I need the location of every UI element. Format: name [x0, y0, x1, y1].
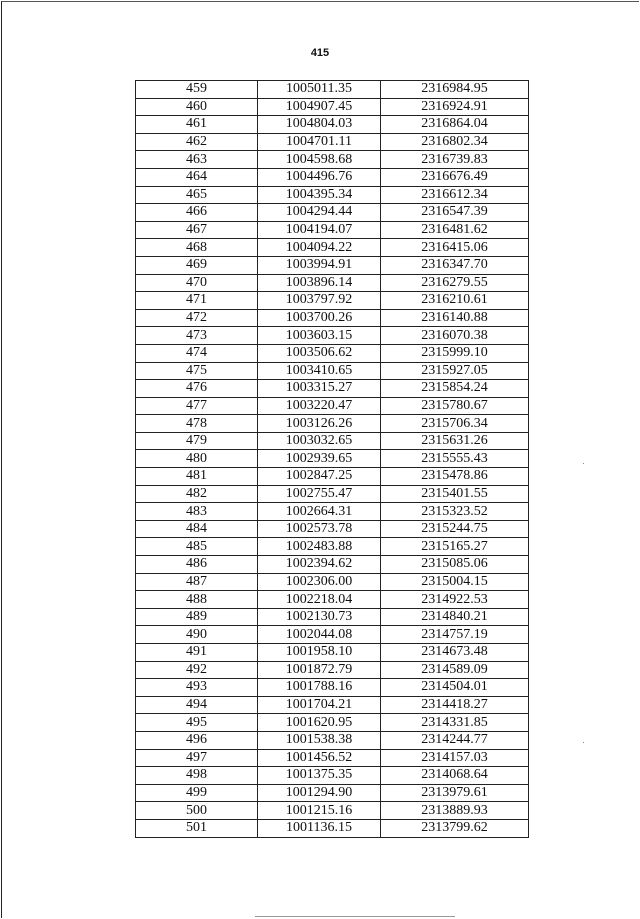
y-coordinate-cell: 2314157.03 [381, 749, 529, 767]
point-number-cell: 475 [136, 362, 258, 380]
point-number-cell: 470 [136, 274, 258, 292]
point-number-cell: 499 [136, 784, 258, 802]
point-number-cell: 472 [136, 309, 258, 327]
point-number-cell: 459 [136, 81, 258, 99]
x-coordinate-cell: 1003126.26 [258, 415, 381, 433]
x-coordinate-cell: 1002483.88 [258, 538, 381, 556]
table-row [136, 767, 529, 785]
point-number-cell: 501 [136, 819, 258, 837]
x-coordinate-cell: 1002130.73 [258, 608, 381, 626]
y-coordinate-cell: 2315927.05 [381, 362, 529, 380]
table-row [136, 591, 529, 609]
table-row [136, 344, 529, 362]
x-coordinate-cell: 1004496.76 [258, 168, 381, 186]
x-coordinate-cell: 1002218.04 [258, 591, 381, 609]
x-coordinate-cell: 1003896.14 [258, 274, 381, 292]
table-row [136, 749, 529, 767]
x-coordinate-cell: 1002755.47 [258, 485, 381, 503]
table-row [136, 432, 529, 450]
y-coordinate-cell: 2315999.10 [381, 344, 529, 362]
point-number-cell: 469 [136, 256, 258, 274]
point-number-cell: 487 [136, 573, 258, 591]
table-row [136, 802, 529, 820]
y-coordinate-cell: 2314840.21 [381, 608, 529, 626]
point-number-cell: 491 [136, 644, 258, 662]
table-row [136, 556, 529, 574]
page-number: 415 [310, 47, 330, 59]
x-coordinate-cell: 1003994.91 [258, 256, 381, 274]
x-coordinate-cell: 1002306.00 [258, 573, 381, 591]
point-number-cell: 471 [136, 292, 258, 310]
point-number-cell: 478 [136, 415, 258, 433]
point-number-cell: 473 [136, 327, 258, 345]
y-coordinate-cell: 2316676.49 [381, 168, 529, 186]
point-number-cell: 474 [136, 344, 258, 362]
point-number-cell: 481 [136, 468, 258, 486]
point-number-cell: 480 [136, 450, 258, 468]
y-coordinate-cell: 2315085.06 [381, 556, 529, 574]
y-coordinate-cell: 2314418.27 [381, 696, 529, 714]
y-coordinate-cell: 2316140.88 [381, 309, 529, 327]
table-row [136, 81, 529, 99]
x-coordinate-cell: 1002847.25 [258, 468, 381, 486]
x-coordinate-cell: 1004907.45 [258, 98, 381, 116]
point-number-cell: 484 [136, 520, 258, 538]
x-coordinate-cell: 1002939.65 [258, 450, 381, 468]
table-row [136, 696, 529, 714]
table-row [136, 221, 529, 239]
y-coordinate-cell: 2316210.61 [381, 292, 529, 310]
y-coordinate-cell: 2316864.04 [381, 116, 529, 134]
point-number-cell: 492 [136, 661, 258, 679]
x-coordinate-cell: 1001704.21 [258, 696, 381, 714]
y-coordinate-cell: 2316481.62 [381, 221, 529, 239]
table-row [136, 116, 529, 134]
point-number-cell: 494 [136, 696, 258, 714]
table-row [136, 186, 529, 204]
y-coordinate-cell: 2314244.77 [381, 731, 529, 749]
table-row [136, 168, 529, 186]
x-coordinate-cell: 1005011.35 [258, 81, 381, 99]
point-number-cell: 460 [136, 98, 258, 116]
point-number-cell: 500 [136, 802, 258, 820]
y-coordinate-cell: 2316984.95 [381, 81, 529, 99]
point-number-cell: 468 [136, 239, 258, 257]
y-coordinate-cell: 2316739.83 [381, 151, 529, 169]
scan-speck [583, 742, 584, 743]
x-coordinate-cell: 1001294.90 [258, 784, 381, 802]
x-coordinate-cell: 1002044.08 [258, 626, 381, 644]
table-row [136, 468, 529, 486]
table-row [136, 292, 529, 310]
x-coordinate-cell: 1003700.26 [258, 309, 381, 327]
x-coordinate-cell: 1003410.65 [258, 362, 381, 380]
point-number-cell: 466 [136, 204, 258, 222]
table-row [136, 151, 529, 169]
table-row [136, 626, 529, 644]
x-coordinate-cell: 1002394.62 [258, 556, 381, 574]
x-coordinate-cell: 1001375.35 [258, 767, 381, 785]
x-coordinate-cell: 1004294.44 [258, 204, 381, 222]
point-number-cell: 489 [136, 608, 258, 626]
table-row [136, 644, 529, 662]
x-coordinate-cell: 1002664.31 [258, 503, 381, 521]
point-number-cell: 465 [136, 186, 258, 204]
point-number-cell: 488 [136, 591, 258, 609]
y-coordinate-cell: 2313799.62 [381, 819, 529, 837]
x-coordinate-cell: 1004598.68 [258, 151, 381, 169]
y-coordinate-cell: 2316415.06 [381, 239, 529, 257]
table-row [136, 98, 529, 116]
y-coordinate-cell: 2315323.52 [381, 503, 529, 521]
x-coordinate-cell: 1002573.78 [258, 520, 381, 538]
point-number-cell: 464 [136, 168, 258, 186]
x-coordinate-cell: 1003315.27 [258, 380, 381, 398]
point-number-cell: 467 [136, 221, 258, 239]
table-row [136, 450, 529, 468]
y-coordinate-cell: 2315165.27 [381, 538, 529, 556]
y-coordinate-cell: 2315780.67 [381, 397, 529, 415]
y-coordinate-cell: 2315244.75 [381, 520, 529, 538]
coordinate-table [135, 80, 529, 838]
point-number-cell: 461 [136, 116, 258, 134]
table-row [136, 133, 529, 151]
table-row [136, 309, 529, 327]
table-row [136, 731, 529, 749]
table-row [136, 415, 529, 433]
point-number-cell: 498 [136, 767, 258, 785]
point-number-cell: 483 [136, 503, 258, 521]
x-coordinate-cell: 1003032.65 [258, 432, 381, 450]
point-number-cell: 486 [136, 556, 258, 574]
y-coordinate-cell: 2315555.43 [381, 450, 529, 468]
x-coordinate-cell: 1004804.03 [258, 116, 381, 134]
y-coordinate-cell: 2316347.70 [381, 256, 529, 274]
y-coordinate-cell: 2314673.48 [381, 644, 529, 662]
x-coordinate-cell: 1001538.38 [258, 731, 381, 749]
table-row [136, 679, 529, 697]
table-row [136, 573, 529, 591]
y-coordinate-cell: 2316802.34 [381, 133, 529, 151]
y-coordinate-cell: 2314757.19 [381, 626, 529, 644]
y-coordinate-cell: 2315478.86 [381, 468, 529, 486]
table-row [136, 274, 529, 292]
y-coordinate-cell: 2314922.53 [381, 591, 529, 609]
y-coordinate-cell: 2316279.55 [381, 274, 529, 292]
x-coordinate-cell: 1004395.34 [258, 186, 381, 204]
scan-speck [583, 463, 584, 464]
table-row [136, 397, 529, 415]
table-row [136, 256, 529, 274]
y-coordinate-cell: 2315401.55 [381, 485, 529, 503]
y-coordinate-cell: 2314589.09 [381, 661, 529, 679]
x-coordinate-cell: 1001872.79 [258, 661, 381, 679]
y-coordinate-cell: 2314068.64 [381, 767, 529, 785]
table-row [136, 239, 529, 257]
point-number-cell: 463 [136, 151, 258, 169]
table-row [136, 538, 529, 556]
y-coordinate-cell: 2316924.91 [381, 98, 529, 116]
y-coordinate-cell: 2316612.34 [381, 186, 529, 204]
point-number-cell: 495 [136, 714, 258, 732]
table-row [136, 327, 529, 345]
x-coordinate-cell: 1001136.15 [258, 819, 381, 837]
table-row [136, 784, 529, 802]
y-coordinate-cell: 2315004.15 [381, 573, 529, 591]
point-number-cell: 485 [136, 538, 258, 556]
y-coordinate-cell: 2313979.61 [381, 784, 529, 802]
table-row [136, 362, 529, 380]
bottom-rule [255, 916, 455, 917]
point-number-cell: 493 [136, 679, 258, 697]
y-coordinate-cell: 2316547.39 [381, 204, 529, 222]
x-coordinate-cell: 1004094.22 [258, 239, 381, 257]
table-row [136, 608, 529, 626]
point-number-cell: 462 [136, 133, 258, 151]
point-number-cell: 482 [136, 485, 258, 503]
x-coordinate-cell: 1001456.52 [258, 749, 381, 767]
table-row [136, 714, 529, 732]
x-coordinate-cell: 1001620.95 [258, 714, 381, 732]
table-row [136, 503, 529, 521]
table-row [136, 485, 529, 503]
y-coordinate-cell: 2313889.93 [381, 802, 529, 820]
y-coordinate-cell: 2316070.38 [381, 327, 529, 345]
table-row [136, 661, 529, 679]
table-row [136, 520, 529, 538]
table-row [136, 204, 529, 222]
x-coordinate-cell: 1003220.47 [258, 397, 381, 415]
point-number-cell: 479 [136, 432, 258, 450]
x-coordinate-cell: 1001215.16 [258, 802, 381, 820]
point-number-cell: 490 [136, 626, 258, 644]
point-number-cell: 477 [136, 397, 258, 415]
x-coordinate-cell: 1001788.16 [258, 679, 381, 697]
x-coordinate-cell: 1004194.07 [258, 221, 381, 239]
y-coordinate-cell: 2315854.24 [381, 380, 529, 398]
y-coordinate-cell: 2314331.85 [381, 714, 529, 732]
x-coordinate-cell: 1003797.92 [258, 292, 381, 310]
point-number-cell: 496 [136, 731, 258, 749]
x-coordinate-cell: 1003603.15 [258, 327, 381, 345]
table-row [136, 819, 529, 837]
y-coordinate-cell: 2315706.34 [381, 415, 529, 433]
coordinate-table-body [136, 81, 529, 838]
table-row [136, 380, 529, 398]
x-coordinate-cell: 1001958.10 [258, 644, 381, 662]
x-coordinate-cell: 1004701.11 [258, 133, 381, 151]
y-coordinate-cell: 2315631.26 [381, 432, 529, 450]
y-coordinate-cell: 2314504.01 [381, 679, 529, 697]
x-coordinate-cell: 1003506.62 [258, 344, 381, 362]
point-number-cell: 497 [136, 749, 258, 767]
point-number-cell: 476 [136, 380, 258, 398]
